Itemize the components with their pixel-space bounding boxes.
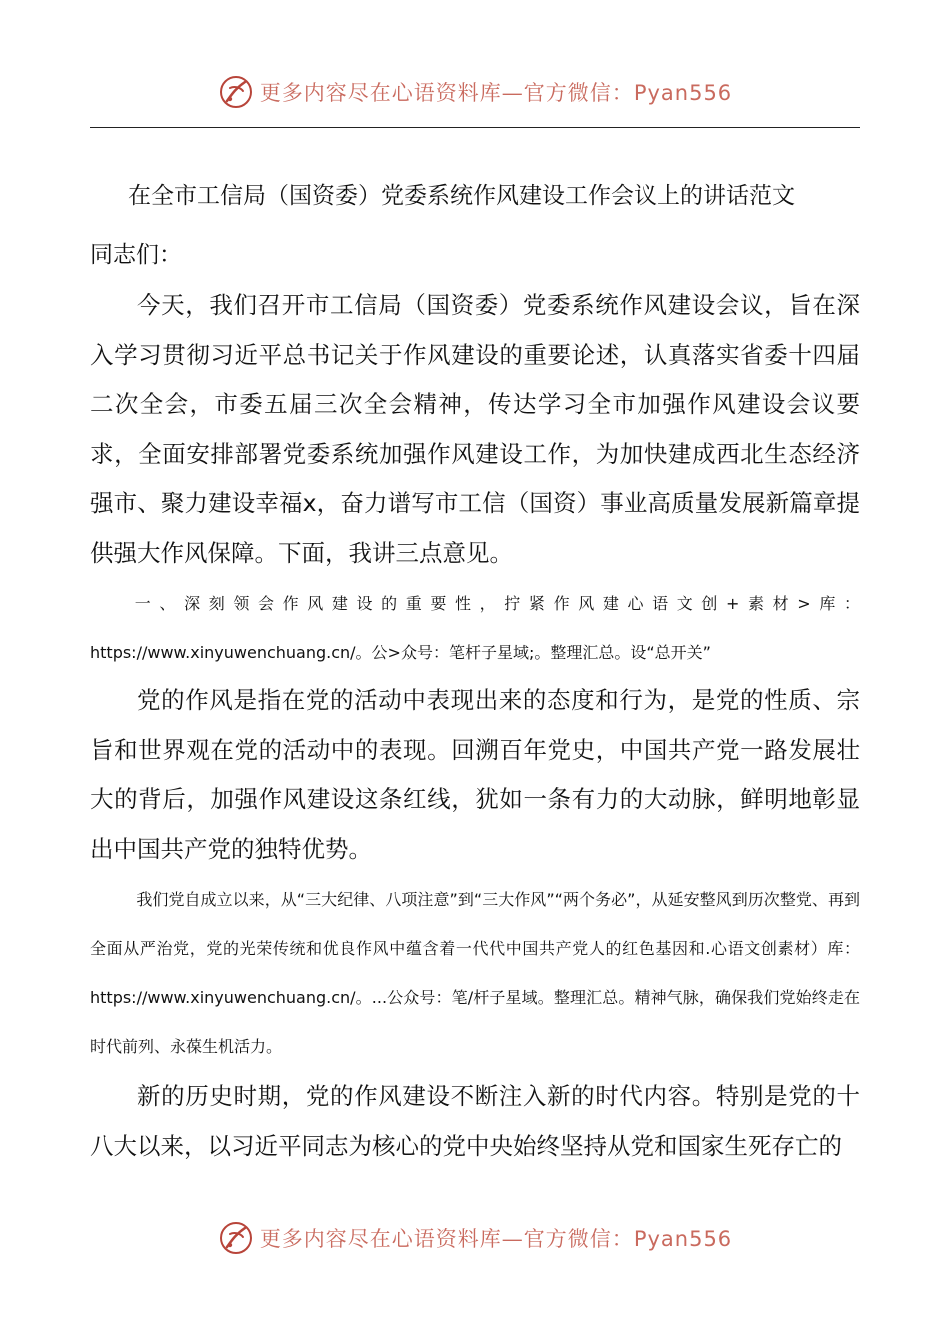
header-wechat-id: Pyan556 bbox=[633, 81, 733, 105]
brand-logo-icon bbox=[218, 74, 254, 110]
header-banner-text: 更多内容尽在心语资料库—官方微信：Pyan556 bbox=[259, 81, 733, 105]
brand-logo-icon bbox=[218, 1220, 254, 1256]
paragraph-intro: 今天，我们召开市工信局（国资委）党委系统作风建设会议，旨在深入学习贯彻习近平总书记关于作风建设的重要论述，认真落实省委十四届二次全会，市委五届三次全会精神，传达学习全市加强作风建设会议要求，全面安排部署党委系统加强作风建设工作，为加快建成西北生态经济强市、聚力建设幸福x，奋力谱写市工信（国资）事业高质量发展新篇章提供强大作风保障。下面，我讲三点意见。 bbox=[90, 291, 860, 567]
page-header-banner bbox=[0, 72, 950, 112]
footer-banner-text: 更多内容尽在心语资料库—官方微信：Pyan556 bbox=[259, 1227, 733, 1251]
header-divider bbox=[90, 127, 860, 128]
document-title: 在全市工信局（国资委）党委系统作风建设工作会议上的讲话范文 bbox=[128, 183, 795, 209]
paragraph-party-style: 党的作风是指在党的活动中表现出来的态度和行为，是党的性质、宗旨和世界观在党的活动中的表现。回溯百年党史，中国共产党一路发展壮大的背后，加强作风建设这条红线，犹如一条有力的大动脉，鲜明地彰显出中国共产党的独特优势。 bbox=[90, 686, 860, 863]
section-heading-1: 一、深刻领会作风建设的重要性，拧紧作风建心语文创+素材>库：https://www.xinyuwenchuang.cn/。公>众号：笔杆子星域;。整理汇总。设“总开关” bbox=[90, 594, 860, 662]
paragraph-party-history: 我们党自成立以来，从“三大纪律、八项注意”到“三大作风”“两个务必”，从延安整风到历次整党、再到全面从严治党，党的光荣传统和优良作风中蕴含着一代代中国共产党人的红色基因和.心语文创素材）库：https://www.xinyuwenchuang.cn/。...公众号：笔/杆子星域。整理汇总。精神气脉，确保我们党始终走在时代前列、永葆生机活力。 bbox=[90, 890, 860, 1056]
salutation: 同志们： bbox=[90, 242, 182, 268]
page-footer-banner bbox=[0, 1218, 950, 1258]
footer-wechat-id: Pyan556 bbox=[633, 1227, 733, 1251]
paragraph-new-era: 新的历史时期，党的作风建设不断注入新的时代内容。特别是党的十八大以来，以习近平同志为核心的党中央始终坚持从党和国家生死存亡的 bbox=[90, 1082, 860, 1160]
